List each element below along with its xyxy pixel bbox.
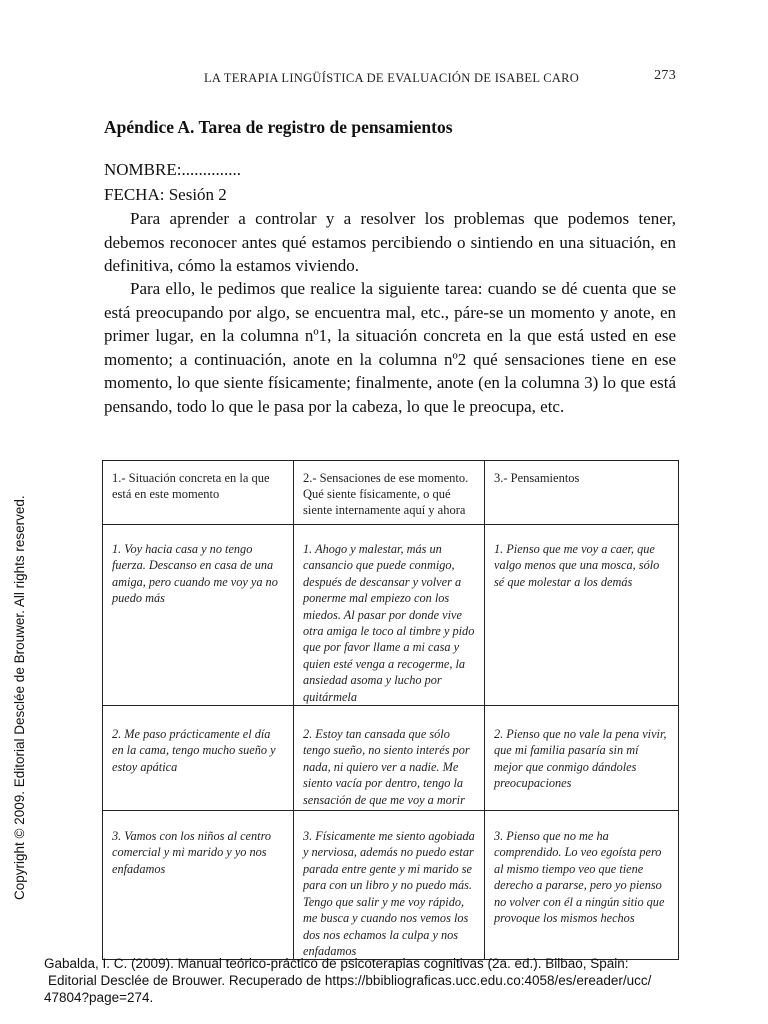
table-cell [485, 525, 679, 706]
table-cell [485, 811, 679, 960]
column-header-thoughts: 3.- Pensamientos [485, 461, 679, 525]
cell-text: 2. Me paso prácticamente el día en la cama, tengo mucho sueño y estoy apática [112, 727, 276, 774]
table-cell [294, 525, 485, 706]
cell-text: 3. Pienso que no me ha comprendido. Lo veo egoísta pero al mismo tiempo veo que tiene derecho a pararse, pero yo pienso no volver con él a ningún sitio que provoque los mismos hechos [494, 829, 665, 926]
column-header-situation: 1.- Situación concreta en la que está en este momento [103, 461, 294, 525]
table-cell [103, 811, 294, 960]
citation-line-1: Gabalda, I. C. (2009). Manual teórico-práctico de psicoterapias cognitivas (2a. ed.). Bilbao, Spain: [44, 956, 629, 971]
table-cell [294, 811, 485, 960]
cell-text: 2. Pienso que no vale la pena vivir, que mi familia pasaría sin mí mejor que conmigo dándoles preocupaciones [494, 727, 667, 791]
table-cell [294, 706, 485, 811]
table-row [103, 706, 679, 811]
thought-record-table [102, 460, 679, 960]
page-number: 273 [654, 68, 676, 83]
column-header-sensations: 2.- Sensaciones de ese momento. Qué siente físicamente, o qué siente internamente aquí y ahora [294, 461, 485, 525]
fecha-field: FECHA: Sesión 2 [104, 185, 227, 204]
table-cell [103, 525, 294, 706]
table-header-row [103, 461, 679, 525]
running-title: LA TERAPIA LINGÜÍSTICA DE EVALUACIÓN DE ISABEL CARO [204, 71, 580, 85]
table-cell [485, 706, 679, 811]
nombre-field: NOMBRE:.............. [104, 160, 241, 179]
cell-text: 1. Ahogo y malestar, más un cansancio que puede conmigo, después de descansar y volver a ponerme mal empiezo con los miedos. Al pasar por donde vive otra amiga le toco al timbre y pido que por favor llame a mi casa y quien esté venga a recogerme, la ansiedad asoma y lucho por quitármela [303, 542, 475, 704]
intro-paragraph: Para aprender a controlar y a resolver los problemas que podemos tener, debemos reconocer antes qué estamos percibiendo o sintiendo en una situación, en definitiva, cómo la estamos viviendo. [104, 209, 676, 276]
copyright-notice: Copyright © 2009. Editorial Desclée de Brouwer. All rights reserved. [12, 495, 27, 900]
cell-text: 3. Físicamente me siento agobiada y nerviosa, además no puedo estar parada entre gente y mi marido se para con un libro y no puedo más. Tengo que salir y me voy rápido, me busca y cuando nos vemos los dos nos echamos la culpa y nos enfadamos [303, 829, 475, 958]
table-row [103, 525, 679, 706]
running-header [204, 68, 676, 91]
cell-text: 1. Pienso que me voy a caer, que valgo menos que una mosca, sólo sé que molestar a los demás [494, 542, 660, 589]
citation-line-3: 47804?page=274. [44, 990, 154, 1005]
cell-text: 2. Estoy tan cansada que sólo tengo sueño, no siento interés por nada, ni quiero ver a nadie. Me siento vacía por dentro, tengo la sensación de que me voy a morir [303, 727, 470, 807]
citation [44, 955, 754, 1006]
citation-line-2: Editorial Desclée de Brouwer. Recuperado de https://bbibliograficas.ucc.edu.co:4058/es/ereader/ucc/ [48, 973, 652, 988]
appendix-title: Apéndice A. Tarea de registro de pensamientos [104, 117, 453, 137]
cell-text: 1. Voy hacia casa y no tengo fuerza. Descanso en casa de una amiga, pero cuando me voy ya no puedo más [112, 542, 278, 606]
table-cell [103, 706, 294, 811]
cell-text: 3. Vamos con los niños al centro comercial y mi marido y yo nos enfadamos [112, 829, 272, 876]
table-row [103, 811, 679, 960]
instructions-paragraph: Para ello, le pedimos que realice la siguiente tarea: cuando se dé cuenta que se está preocupando por algo, se encuentra mal, etc., páre-se un momento y anote, en primer lugar, en la columna nº1, la situación concreta en la que está usted en ese momento; a continuación, anote en la columna nº2 qué sensaciones tiene en ese momento, lo que siente físicamente; finalmente, anote (en la columna 3) lo que está pensando, todo lo que le pasa por la cabeza, lo que le preocupa, etc. [104, 279, 676, 416]
